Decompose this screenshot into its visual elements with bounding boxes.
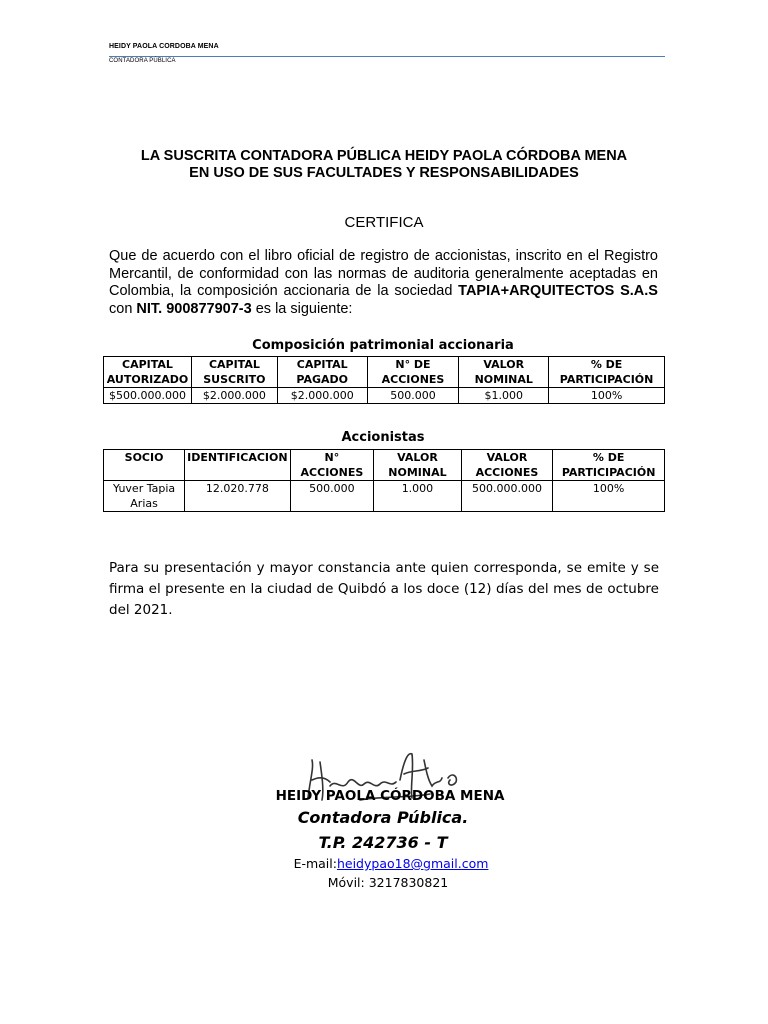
signer-license: T.P. 242736 - T [318, 833, 448, 852]
table-cell: 500.000 [290, 481, 374, 512]
header-cell: CAPITAL SUSCRITO [191, 357, 277, 388]
intro-paragraph [109, 248, 658, 318]
table-cell: 500.000.000 [461, 481, 553, 512]
title-line-2: EN USO DE SUS FACULTADES Y RESPONSABILIDADES [189, 165, 579, 181]
company-name: TAPIA+ARQUITECTOS S.A.S [458, 283, 658, 299]
signer-mobile: Móvil: 3217830821 [327, 875, 449, 890]
table-cell: 100% [549, 388, 665, 404]
company-nit: NIT. 900877907-3 [136, 300, 252, 317]
header-cell: CAPITAL AUTORIZADO [104, 357, 192, 388]
email-link[interactable]: heidypao18@gmail.com [336, 856, 489, 871]
header-rule [109, 56, 665, 57]
table-cell: 12.020.778 [185, 481, 290, 512]
intro-con: con [109, 300, 133, 317]
certifica-heading: CERTIFICA [344, 214, 424, 231]
header-cell: % DE PARTICIPACIÓN [549, 357, 665, 388]
header-cell: N° ACCIONES [290, 450, 374, 481]
shareholders-table [103, 449, 665, 512]
closing-paragraph: Para su presentación y mayor constancia ante quien corresponda, se emite y se firma el presente en la ciudad de Quibdó a los doce (12) días del mes de octubre del 2021. [109, 560, 659, 618]
signer-role: Contadora Pública. [297, 808, 469, 827]
table-cell: 500.000 [367, 388, 459, 404]
intro-text: Que de acuerdo con el libro oficial de registro de accionistas, inscrito en el Registro Mercantil, de conformidad con las normas de auditoria generalmente aceptadas en Colombia, la composición accionaria de la sociedad [109, 248, 658, 299]
composition-caption: Composición patrimonial accionaria [252, 338, 514, 353]
shareholders-caption: Accionistas [341, 430, 425, 445]
document-title [100, 148, 668, 182]
table-header-row [104, 357, 665, 388]
table-cell: 1.000 [374, 481, 461, 512]
table-row [104, 388, 665, 404]
table-cell: Yuver Tapia Arias [104, 481, 185, 512]
header-cell: VALOR NOMINAL [374, 450, 461, 481]
signer-email-line [100, 856, 682, 871]
header-name: HEIDY PAOLA CORDOBA MENA [109, 43, 219, 50]
header-cell: % DE PARTICIPACIÓN [553, 450, 665, 481]
header-cell: IDENTIFICACION [185, 450, 290, 481]
table-cell: $1.000 [459, 388, 549, 404]
table-cell: $2.000.000 [277, 388, 367, 404]
composition-table [103, 356, 665, 404]
email-label: E-mail: [293, 856, 337, 871]
table-cell: $2.000.000 [191, 388, 277, 404]
table-header-row [104, 450, 665, 481]
signer-name: HEIDY PAOLA CÓRDOBA MENA [275, 788, 505, 804]
header-role: CONTADORA PÚBLICA [109, 58, 176, 64]
header-cell: SOCIO [104, 450, 185, 481]
header-cell: N° DE ACCIONES [367, 357, 459, 388]
table-row [104, 481, 665, 512]
header-cell: VALOR NOMINAL [459, 357, 549, 388]
title-line-1: LA SUSCRITA CONTADORA PÚBLICA HEIDY PAOLA CÓRDOBA MENA [140, 148, 628, 164]
intro-tail: es la siguiente: [255, 300, 353, 317]
table-cell: $500.000.000 [104, 388, 192, 404]
header-cell: CAPITAL PAGADO [277, 357, 367, 388]
table-cell: 100% [553, 481, 665, 512]
header-cell: VALOR ACCIONES [461, 450, 553, 481]
